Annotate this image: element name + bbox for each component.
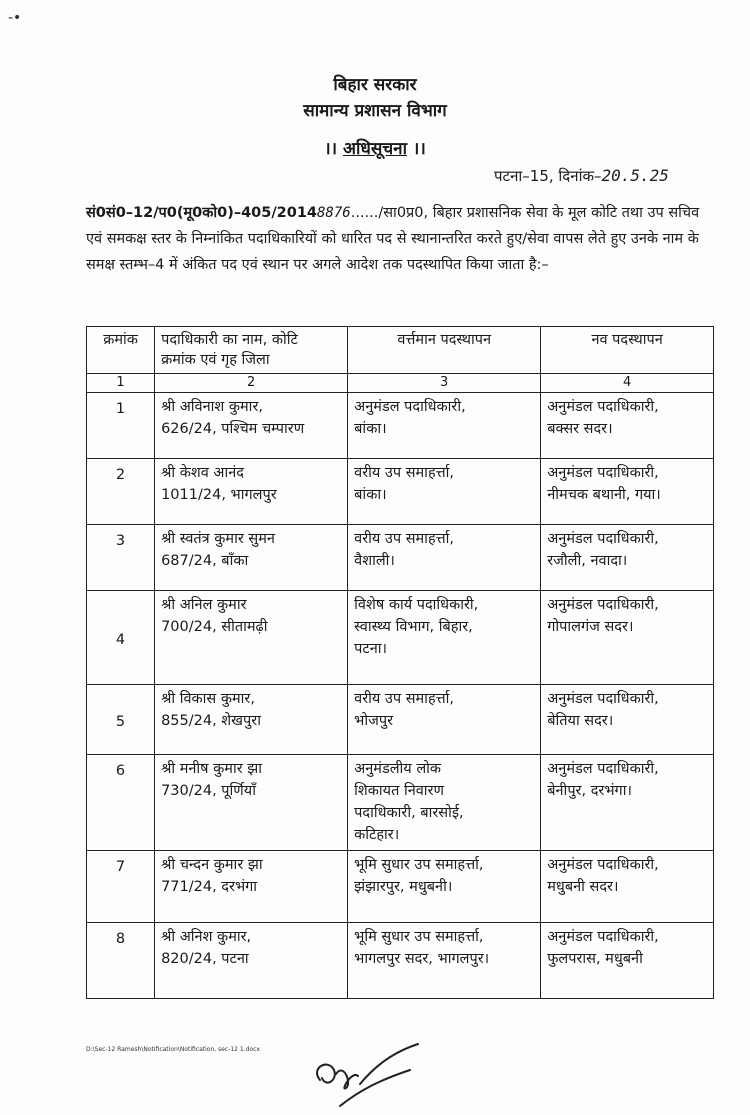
current-posting-line: पटना। bbox=[354, 641, 387, 657]
column-number-row bbox=[87, 374, 714, 393]
current-posting-line: पदाधिकारी, बारसोई, bbox=[354, 805, 464, 821]
header-current-posting: वर्त्तमान पदस्थापन bbox=[348, 327, 541, 374]
serial-number: 7 bbox=[87, 851, 155, 923]
table-row bbox=[87, 591, 714, 685]
new-posting-line: रजौली, नवादा। bbox=[547, 553, 628, 569]
officer-name-line: 626/24, पश्चिम चम्पारण bbox=[161, 421, 305, 437]
new-posting-line: अनुमंडल पदाधिकारी, bbox=[547, 597, 659, 613]
new-posting-line: अनुमंडल पदाधिकारी, bbox=[547, 465, 659, 481]
new-posting-cell bbox=[541, 755, 714, 851]
new-posting-line: मधुबनी सदर। bbox=[547, 879, 619, 895]
serial-number: 4 bbox=[87, 591, 155, 685]
reference-prefix: सं0सं0–12/प0(मू0को0)–405/2014 bbox=[86, 205, 317, 221]
officer-name-line: 1011/24, भागलपुर bbox=[161, 487, 277, 503]
current-posting-cell bbox=[348, 851, 541, 923]
new-posting-line: अनुमंडल पदाधिकारी, bbox=[547, 857, 659, 873]
officer-name-line: श्री मनीष कुमार झा bbox=[161, 761, 262, 777]
new-posting-line: बेतिया सदर। bbox=[547, 713, 614, 729]
officer-name-cell bbox=[155, 525, 348, 591]
current-posting-line: कटिहार। bbox=[354, 827, 400, 843]
current-posting-line: वरीय उप समाहर्त्ता, bbox=[354, 531, 455, 547]
officer-name-line: 771/24, दरभंगा bbox=[161, 879, 258, 895]
serial-number: 6 bbox=[87, 755, 155, 851]
new-posting-cell bbox=[541, 923, 714, 999]
new-posting-line: गोपालगंज सदर। bbox=[547, 619, 634, 635]
table-row bbox=[87, 851, 714, 923]
current-posting-line: अनुमंडल पदाधिकारी, bbox=[354, 399, 466, 415]
current-posting-cell bbox=[348, 591, 541, 685]
officer-name-cell bbox=[155, 923, 348, 999]
officer-name-line: श्री केशव आनंद bbox=[161, 465, 244, 481]
signature-mark bbox=[300, 1040, 440, 1110]
new-posting-cell bbox=[541, 851, 714, 923]
current-posting-cell bbox=[348, 923, 541, 999]
serial-number: 2 bbox=[87, 459, 155, 525]
new-posting-line: बक्सर सदर। bbox=[547, 421, 613, 437]
officer-name-cell bbox=[155, 685, 348, 755]
posting-table bbox=[86, 326, 714, 999]
file-path: D:\Sec-12 Ramesh\Notification\Notification, sec-12 1.docx bbox=[86, 1046, 260, 1053]
notification-title: अधिसूचना bbox=[343, 139, 407, 159]
new-posting-cell bbox=[541, 459, 714, 525]
notification-body bbox=[86, 200, 716, 278]
header-officer-name: पदाधिकारी का नाम, कोटि क्रमांक एवं गृह जिला bbox=[155, 327, 348, 374]
new-posting-cell bbox=[541, 591, 714, 685]
reference-dots: ...... bbox=[350, 205, 379, 221]
table-header-row bbox=[87, 327, 714, 374]
new-posting-line: अनुमंडल पदाधिकारी, bbox=[547, 399, 659, 415]
place-date-label: पटना–15, दिनांक– bbox=[494, 167, 602, 185]
current-posting-line: झंझारपुर, मधुबनी। bbox=[354, 879, 453, 895]
current-posting-cell bbox=[348, 685, 541, 755]
serial-number: 1 bbox=[87, 393, 155, 459]
officer-name-line: श्री विकास कुमार, bbox=[161, 691, 255, 707]
place-date bbox=[494, 166, 669, 186]
current-posting-line: अनुमंडलीय लोक bbox=[354, 761, 442, 777]
officer-name-line: श्री अविनाश कुमार, bbox=[161, 399, 263, 415]
current-posting-line: विशेष कार्य पदाधिकारी, bbox=[354, 597, 479, 613]
officer-name-line: श्री अनिश कुमार, bbox=[161, 929, 252, 945]
officer-name-line: 820/24, पटना bbox=[161, 951, 249, 967]
header-new-posting: नव पदस्थापन bbox=[541, 327, 714, 374]
table-row bbox=[87, 923, 714, 999]
current-posting-line: भागलपुर सदर, भागलपुर। bbox=[354, 951, 490, 967]
current-posting-cell bbox=[348, 755, 541, 851]
current-posting-line: बांका। bbox=[354, 487, 387, 503]
current-posting-cell bbox=[348, 525, 541, 591]
officer-name-line: 687/24, बाँका bbox=[161, 553, 249, 569]
handwritten-date: 20.5.25 bbox=[601, 166, 669, 185]
table-row bbox=[87, 393, 714, 459]
column-number: 4 bbox=[541, 374, 714, 393]
serial-number: 3 bbox=[87, 525, 155, 591]
table-row bbox=[87, 459, 714, 525]
department-name: सामान्य प्रशासन विभाग bbox=[303, 101, 447, 121]
current-posting-line: भूमि सुधार उप समाहर्त्ता, bbox=[354, 857, 484, 873]
current-posting-line: शिकायत निवारण bbox=[354, 783, 444, 799]
column-number: 3 bbox=[348, 374, 541, 393]
officer-name-line: 700/24, सीतामढ़ी bbox=[161, 619, 268, 635]
top-mark: -• bbox=[8, 10, 22, 26]
current-posting-cell bbox=[348, 459, 541, 525]
serial-number: 8 bbox=[87, 923, 155, 999]
current-posting-line: बांका। bbox=[354, 421, 387, 437]
new-posting-line: अनुमंडल पदाधिकारी, bbox=[547, 691, 659, 707]
notification-text: /सा0प्र0, बिहार प्रशासनिक सेवा के मूल कोटि तथा उप सचिव एवं समकक्ष स्तर के निम्नांकित पदाधिकारियों को धारित पद से स्थानान्तरित करते हुए/सेवा वापस लेते हुए उनके नाम के समक्ष स्तम्भ–4 में अंकित पद एवं स्थान पर अगले आदेश तक पदस्थापित किया जाता है:– bbox=[86, 205, 700, 273]
officer-name-line: 730/24, पूर्णियाँ bbox=[161, 783, 256, 799]
officer-name-cell bbox=[155, 393, 348, 459]
current-posting-line: वरीय उप समाहर्त्ता, bbox=[354, 465, 455, 481]
new-posting-cell bbox=[541, 393, 714, 459]
new-posting-line: अनुमंडल पदाधिकारी, bbox=[547, 531, 659, 547]
officer-name-cell bbox=[155, 591, 348, 685]
current-posting-line: भूमि सुधार उप समाहर्त्ता, bbox=[354, 929, 484, 945]
table-row bbox=[87, 685, 714, 755]
new-posting-cell bbox=[541, 525, 714, 591]
new-posting-line: बेनीपुर, दरभंगा। bbox=[547, 783, 632, 799]
current-posting-line: वरीय उप समाहर्त्ता, bbox=[354, 691, 455, 707]
handwritten-reference-number: 8876 bbox=[317, 205, 351, 221]
column-number: 2 bbox=[155, 374, 348, 393]
header-serial: क्रमांक bbox=[87, 327, 155, 374]
new-posting-line: अनुमंडल पदाधिकारी, bbox=[547, 929, 659, 945]
new-posting-cell bbox=[541, 685, 714, 755]
table-row bbox=[87, 525, 714, 591]
officer-name-cell bbox=[155, 755, 348, 851]
officer-name-line: श्री चन्दन कुमार झा bbox=[161, 857, 263, 873]
officer-name-cell bbox=[155, 459, 348, 525]
current-posting-line: वैशाली। bbox=[354, 553, 395, 569]
table-row bbox=[87, 755, 714, 851]
column-number: 1 bbox=[87, 374, 155, 393]
officer-name-line: 855/24, शेखपुरा bbox=[161, 713, 261, 729]
notification-heading: ।। अधिसूचना ।। bbox=[324, 139, 426, 159]
current-posting-cell bbox=[348, 393, 541, 459]
new-posting-line: नीमचक बथानी, गया। bbox=[547, 487, 661, 503]
new-posting-line: अनुमंडल पदाधिकारी, bbox=[547, 761, 659, 777]
current-posting-line: स्वास्थ्य विभाग, बिहार, bbox=[354, 619, 473, 635]
officer-name-cell bbox=[155, 851, 348, 923]
officer-name-line: श्री अनिल कुमार bbox=[161, 597, 247, 613]
serial-number: 5 bbox=[87, 685, 155, 755]
current-posting-line: भोजपुर bbox=[354, 713, 394, 729]
new-posting-line: फुलपरास, मधुबनी bbox=[547, 951, 643, 967]
government-name: बिहार सरकार bbox=[333, 75, 417, 95]
officer-name-line: श्री स्वतंत्र कुमार सुमन bbox=[161, 531, 275, 547]
